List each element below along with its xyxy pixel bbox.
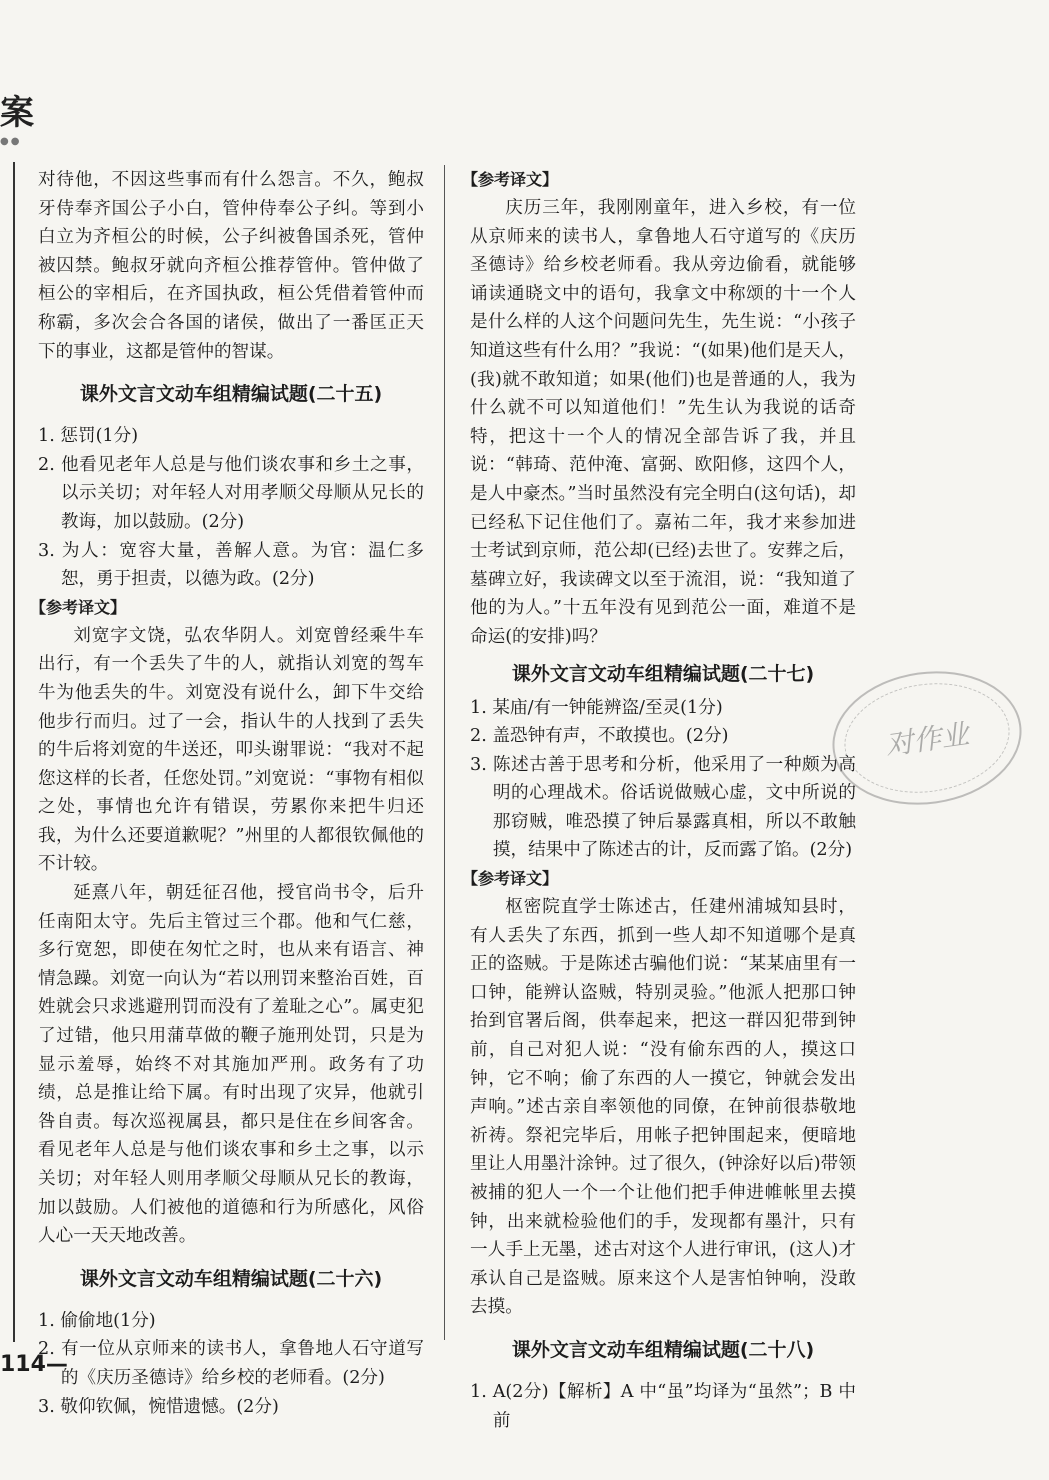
column-divider bbox=[444, 165, 445, 1340]
answer-28-1: 1. A(2分)【解析】A 中“虽”均译为“虽然”；B 中前 bbox=[470, 1381, 856, 1431]
translation-26-paragraph: 庆历三年，我刚刚童年，进入乡校，有一位从京师来的读书人，拿鲁地人石守道写的《庆历圣德诗》给乡校老师看。我从旁边偷看，就能够诵读通晓文中的语句，我拿文中称颂的十一个人是什么样的人这个问题问先生，先生说：“小孩子知道这些有什么用？”我说：“(如果)他们是天人，(我)就不敢知道；如果(他们)也是普通的人，我为什么就不可以知道他们！”先生认为我说的话奇特，把这十一个人的情况全部告诉了我，并且说：“韩琦、范仲淹、富弼、欧阳修，这四个人，是人中豪杰。”当时虽然没有完全明白(这句话)，却已经私下记住他们了。嘉祐二年，我才来参加进士考试到京师，范公却(已经)去世了。安葬之后，墓碑立好，我读碑文以至于流泪，说：“我知道了他的为人。”十五年没有见到范公一面，难道不是命运(的安排)吗？ bbox=[470, 198, 856, 647]
stamp-text: 对作业 bbox=[883, 717, 972, 762]
answer-26-2: 2. 有一位从京师来的读书人，拿鲁地人石守道写的《庆历圣德诗》给乡校的老师看。(2分) bbox=[38, 1339, 424, 1388]
reference-translation-label: 【参考译文】 bbox=[462, 869, 559, 889]
answer-27-1: 1. 某庙/有一钟能辨盗/至灵(1分) bbox=[470, 697, 723, 718]
left-margin-rule bbox=[13, 162, 15, 1342]
answer-25-3: 3. 为人：宽容大量，善解人意。为官：温仁多恕，勇于担责，以德为政。(2分) bbox=[38, 540, 424, 590]
continued-translation: 对待他，不因这些事而有什么怨言。不久，鲍叔牙侍奉齐国公子小白，管仲侍奉公子纠。等到小白立为齐桓公的时候，公子纠被鲁国杀死，管仲被囚禁。鲍叔牙就向齐桓公推荐管仲。管仲做了桓公的宰相后，在齐国执政，桓公凭借着管仲而称霸，多次会合各国的诸侯，做出了一番匡正天下的事业，这都是管仲的智谋。 bbox=[38, 170, 424, 362]
corner-dots: ●● bbox=[0, 136, 22, 147]
reference-translation-label: 【参考译文】 bbox=[462, 170, 559, 189]
answer-25-2: 2. 他看见老年人总是与他们谈农事和乡土之事，以示关切；对年轻人对用孝顺父母顺从兄长的教诲，加以鼓励。(2分) bbox=[38, 454, 424, 532]
answer-26-1: 1. 偷偷地(1分) bbox=[38, 1310, 156, 1331]
section-heading-27: 课外文言文动车组精编试题(二十七) bbox=[511, 662, 815, 685]
answer-26-3: 3. 敬仰钦佩，惋惜遗憾。(2分) bbox=[38, 1396, 279, 1417]
page-number: 114— bbox=[0, 1352, 68, 1377]
corner-character: 案 bbox=[0, 93, 34, 133]
translation-27-paragraph: 枢密院直学士陈述古，任建州浦城知县时，有人丢失了东西，抓到一些人却不知道哪个是真正的盗贼。于是陈述古骗他们说：“某某庙里有一口钟，能辨认盗贼，特别灵验。”他派人把那口钟抬到官署后阁，供奉起来，把这一群囚犯带到钟前，自己对犯人说：“没有偷东西的人，摸这口钟，它不响；偷了东西的人一摸它，钟就会发出声响。”述古亲自率领他的同僚，在钟前很恭敬地祈祷。祭祀完毕后，用帐子把钟围起来，便暗地里让人用墨汁涂钟。过了很久，(钟涂好以后)带领被捕的犯人一个一个让他们把手伸进帷帐里去摸钟，出来就检验他们的手，发现都有墨汁，只有一人手上无墨，述古对这个人进行审讯，(这人)才承认自己是盗贼。原来这个人是害怕钟响，没敢去摸。 bbox=[470, 897, 856, 1318]
reference-translation-label: 【参考译文】 bbox=[30, 597, 127, 617]
right-column bbox=[462, 166, 856, 1435]
answer-27-2: 2. 盖恐钟有声，不敢摸也。(2分) bbox=[470, 726, 729, 747]
answer-27-3: 3. 陈述古善于思考和分析，他采用了一种颇为高明的心理战术。俗话说做贼心虚，文中所说的那窃贼，唯恐摸了钟后暴露真相，所以不敢触摸，结果中了陈述古的计，反而露了馅。(2分) bbox=[470, 754, 856, 861]
section-heading-26: 课外文言文动车组精编试题(二十六) bbox=[79, 1267, 383, 1290]
section-heading-25: 课外文言文动车组精编试题(二十五) bbox=[79, 383, 383, 406]
translation-25-paragraph-1: 刘宽字文饶，弘农华阴人。刘宽曾经乘牛车出行，有一个丢失了牛的人，就指认刘宽的驾车牛为他丢失的牛。刘宽没有说什么，卸下牛交给他步行而归。过了一会，指认牛的人找到了丢失的牛后将刘宽的牛送还，叩头谢罪说：“我对不起您这样的长者，任您处罚。”刘宽说：“事物有相似之处，事情也允许有错误，劳累你来把牛归还我，为什么还要道歉呢？”州里的人都很钦佩他的不计较。 bbox=[38, 625, 424, 875]
answer-25-1: 1. 惩罚(1分) bbox=[38, 426, 139, 447]
section-heading-28: 课外文言文动车组精编试题(二十八) bbox=[511, 1338, 815, 1361]
translation-25-paragraph-2: 延熹八年，朝廷征召他，授官尚书令，后升任南阳太守。先后主管过三个郡。他和气仁慈，多行宽恕，即使在匆忙之时，也从来有语言、神情急躁。刘宽一向认为“若以刑罚来整治百姓，百姓就会只求逃避刑罚而没有了羞耻之心”。属吏犯了过错，他只用蒲草做的鞭子施刑处罚，只是为显示羞辱，始终不对其施加严刑。政务有了功绩，总是推让给下属。有时出现了灾异，他就引咎自责。每次巡视属县，都只是住在乡间客舍。看见老年人总是与他们谈农事和乡土之事，以示关切；对年轻人则用孝顺父母顺从兄长的教诲，加以鼓励。人们被他的道德和行为所感化，风俗人心一天天地改善。 bbox=[38, 883, 424, 1247]
